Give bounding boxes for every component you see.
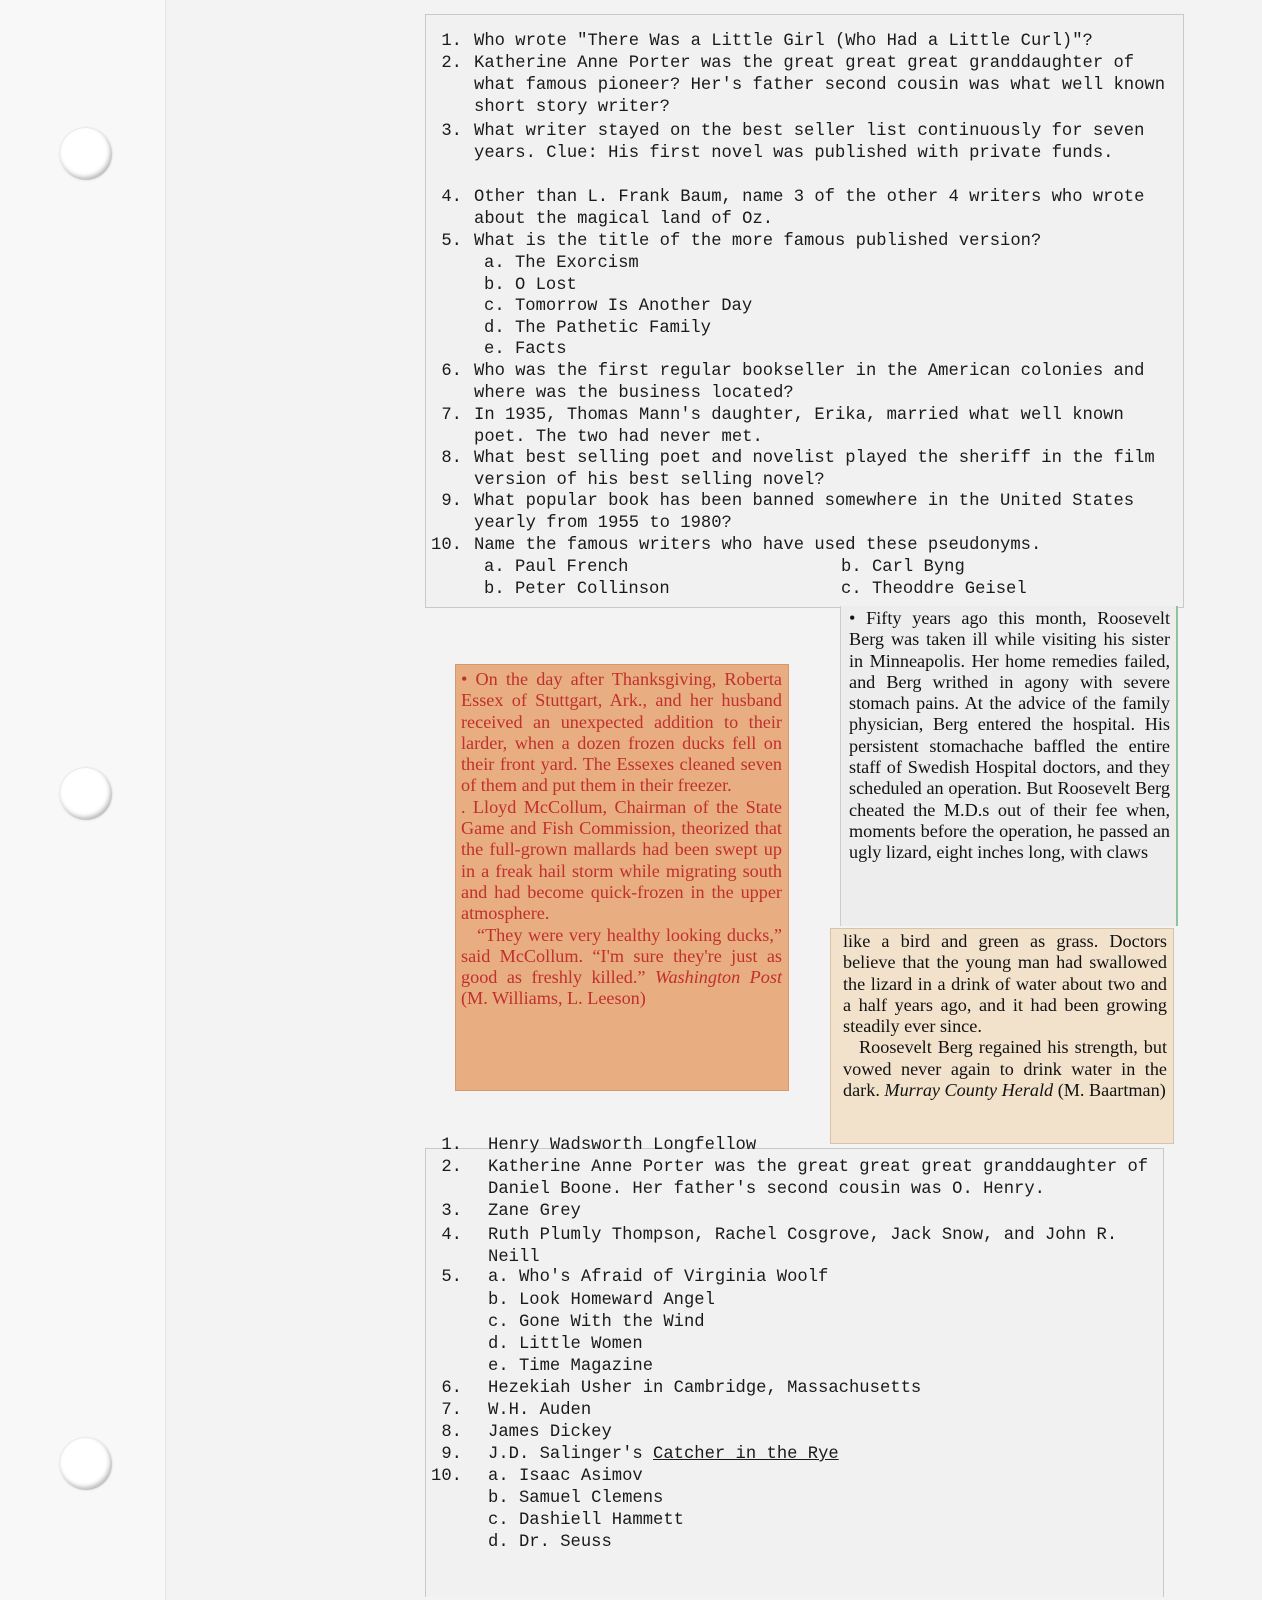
question-number: 9. [441, 492, 462, 511]
question-text: Name the famous writers who have used these pseudonyms. [474, 536, 1042, 555]
answer-text: a. Isaac Asimov [488, 1467, 643, 1486]
a10-option-d: d. Dr. Seuss [488, 1533, 612, 1552]
q10-option-b-left: b. Peter Collinson [484, 580, 670, 599]
answer-text: Katherine Anne Porter was the great great great granddaughter of Daniel Boone. Her father's second cousin was O. Henry. [488, 1158, 1159, 1199]
answer-text: W.H. Auden [488, 1401, 592, 1420]
lizard-credit: (M. Baartman) [1057, 1080, 1166, 1101]
question-text: In 1935, Thomas Mann's daughter, Erika, married what well known poet. The two had never met. [474, 406, 1135, 447]
lizard-paragraph-top: • Fifty years ago this month, Roosevelt Berg was taken ill while visiting his sister in Minneapolis. Her home remedies failed, and Berg writhed in agony with severe stomach pains. At the advice of the family physician, Berg entered the hospital. His persistent stomachache baffled the entire staff of Swedish Hospital doctors, and they scheduled an operation. But Roosevelt Berg cheated the M.D.s out of their fee when, moments before the operation, he passed an ugly lizard, eight inches long, with claws [849, 608, 1170, 863]
lizard-text: Roosevelt Berg regained his strength, but vowed never again to drink water in the dark. [843, 1037, 1167, 1101]
ducks-quote: “They were very healthy looking ducks,” said McCollum. “I'm sure they're just as good as freshly killed.” [461, 924, 782, 988]
q5-option-d: d. The Pathetic Family [484, 319, 711, 338]
question-text: Who was the first regular bookseller in the American colonies and where was the business located? [474, 362, 1155, 403]
answer-text: James Dickey [488, 1423, 612, 1442]
question-number: 1. [441, 32, 462, 51]
answer-number: 3. [441, 1202, 462, 1221]
answer-number: 6. [441, 1379, 462, 1398]
a10-option-b: b. Samuel Clemens [488, 1489, 664, 1508]
question-text: What is the title of the more famous published version? [474, 232, 1042, 251]
answer-number: 10. [431, 1467, 462, 1486]
question-text: Who wrote "There Was a Little Girl (Who Had a Little Curl)"? [474, 32, 1093, 51]
question-number: 6. [441, 362, 462, 381]
question-text: Other than L. Frank Baum, name 3 of the other 4 writers who wrote about the magical land of Oz. [474, 188, 1155, 229]
a5-option-b: b. Look Homeward Angel [488, 1291, 715, 1310]
answers-sheet [425, 1136, 1164, 1597]
question-text: What writer stayed on the best seller list continuously for seven years. Clue: His first novel was published with private funds. [474, 122, 1155, 163]
ducks-clipping [455, 664, 789, 1091]
answer-number: 7. [441, 1401, 462, 1420]
answer-number: 5. [441, 1268, 462, 1287]
question-number: 5. [441, 232, 462, 251]
question-number: 2. [441, 54, 462, 73]
answer-text: Henry Wadsworth Longfellow [488, 1136, 757, 1155]
answer-9-title: Catcher in the Rye [653, 1445, 839, 1464]
q10-option-a: a. Paul French [484, 558, 629, 577]
lizard-paragraph-1: like a bird and green as grass. Doctors believe that the young man had swallowed the lizard in a drink of water about two and a half years ago, and it had been growing steadily ever since. [843, 931, 1167, 1037]
answer-text: Hezekiah Usher in Cambridge, Massachusetts [488, 1379, 922, 1398]
a5-option-d: d. Little Women [488, 1335, 643, 1354]
answer-text [488, 1444, 1155, 1466]
lizard-source: Murray County Herald [884, 1080, 1054, 1101]
answer-number: 4. [441, 1226, 462, 1245]
answer-number: 9. [441, 1445, 462, 1464]
lizard-clipping-top [840, 606, 1178, 926]
q10-option-c: c. Theoddre Geisel [841, 580, 1027, 599]
question-number: 8. [441, 449, 462, 468]
q10-option-b-right: b. Carl Byng [841, 558, 965, 577]
answer-9-author: J.D. Salinger's [488, 1445, 643, 1464]
a10-option-c: c. Dashiell Hammett [488, 1511, 684, 1530]
ducks-paragraph-3 [461, 925, 782, 1010]
answer-text: Zane Grey [488, 1202, 581, 1221]
answer-text: a. Who's Afraid of Virginia Woolf [488, 1268, 829, 1287]
ducks-paragraph-1: • On the day after Thanksgiving, Roberta Essex of Stuttgart, Ark., and her husband received an unexpected addition to their larder, when a dozen frozen ducks fell on their front yard. The Essexes cleaned seven of them and put them in their freezer. [461, 669, 782, 796]
question-text: What best selling poet and novelist played the sheriff in the film version of his best selling novel? [474, 449, 1166, 490]
ducks-credit: (M. Williams, L. Leeson) [461, 988, 646, 1009]
punch-hole-middle [60, 768, 112, 820]
ducks-source: Washington Post [654, 967, 783, 988]
question-number: 10. [431, 536, 462, 555]
answer-number: 2. [441, 1158, 462, 1177]
question-number: 3. [441, 122, 462, 141]
question-text: Katherine Anne Porter was the great great great granddaughter of what famous pioneer? Her's father second cousin was what well known short story writer? [474, 54, 1176, 117]
answer-text: Ruth Plumly Thompson, Rachel Cosgrove, Jack Snow, and John R. Neill [488, 1226, 1128, 1267]
punch-hole-top [60, 128, 112, 180]
lizard-clipping-bottom [830, 928, 1174, 1144]
lizard-paragraph-2 [843, 1037, 1167, 1101]
q5-option-e: e. Facts [484, 340, 567, 359]
question-number: 4. [441, 188, 462, 207]
question-text: What popular book has been banned somewhere in the United States yearly from 1955 to 1980? [474, 492, 1145, 533]
ducks-paragraph-2: . Lloyd McCollum, Chairman of the State Game and Fish Commission, theorized that the full-grown mallards had been swept up in a freak hail storm while migrating south and had become quick-frozen in the upper atmosphere. [461, 796, 782, 924]
punch-hole-bottom [60, 1438, 112, 1490]
questions-sheet [425, 14, 1184, 608]
question-number: 7. [441, 406, 462, 425]
a5-option-e: e. Time Magazine [488, 1357, 654, 1376]
answer-number: 8. [441, 1423, 462, 1442]
answer-number: 1. [441, 1136, 462, 1155]
q5-option-b: b. O Lost [484, 276, 577, 295]
q5-option-c: c. Tomorrow Is Another Day [484, 297, 753, 316]
q5-option-a: a. The Exorcism [484, 254, 639, 273]
a5-option-c: c. Gone With the Wind [488, 1313, 705, 1332]
